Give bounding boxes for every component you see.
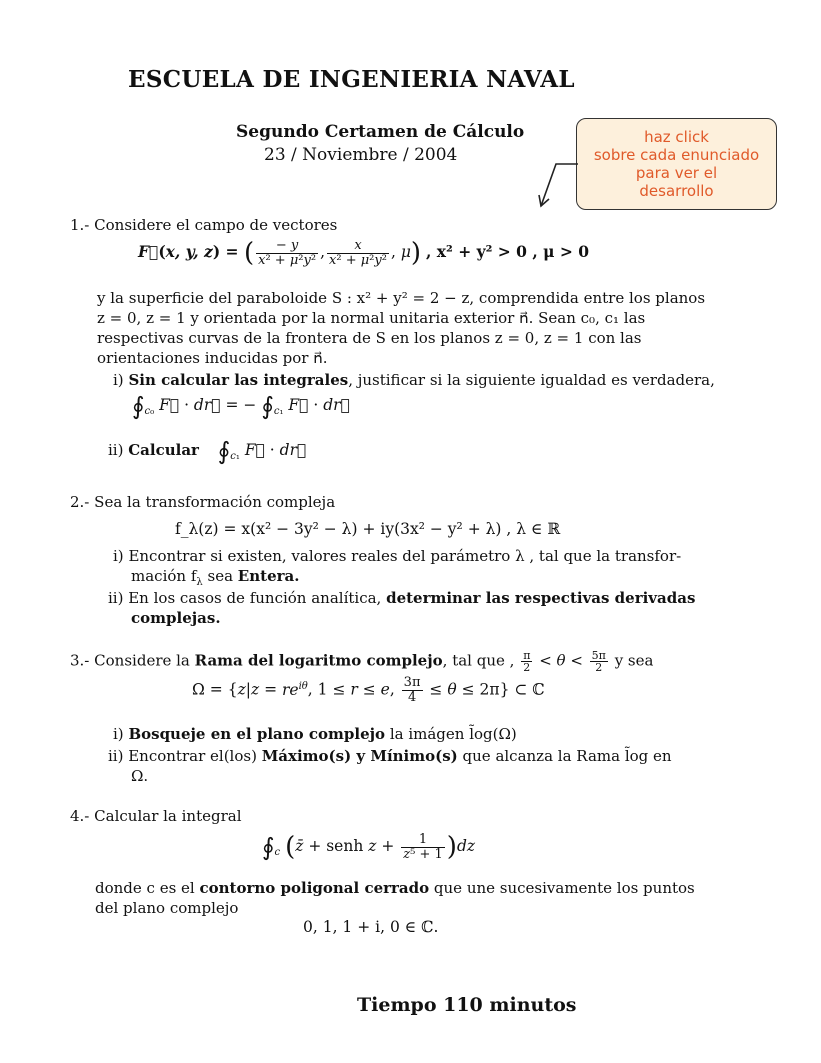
problem-text: y sea [614,651,654,670]
body-line: orientaciones inducidas por n⃗. [97,349,328,367]
problem-4[interactable] [70,806,242,826]
item-text: , justificar si la siguiente igualdad es verdadera, [348,371,715,389]
problem-number: 1.- [70,216,90,234]
item-bold: Sin calcular las integrales [128,371,349,389]
body-text: del plano complejo [95,899,239,917]
item-text: Ω. [131,767,149,785]
problem-1-item-ii [108,437,307,467]
problem-1-body [97,288,705,368]
problem-number: 4.- [70,807,90,825]
document-title: ESCUELA DE INGENIERIA NAVAL [128,66,575,93]
problem-1-item-i [113,370,715,390]
item-text: mación f [131,567,197,585]
exam-name: Segundo Certamen de Cálculo [236,122,525,142]
problem-number: 3.- [70,651,90,670]
body-line: respectivas curvas de la frontera de S en los planos z = 0, z = 1 con las [97,329,642,347]
item-text: que alcanza la Rama l̃og en [457,747,672,765]
item-subscript: λ [196,577,203,588]
polygon-points: 0, 1, 1 + i, 0 ∈ ℂ. [303,918,439,936]
exam-date: 23 / Noviembre / 2004 [264,145,458,165]
item-label: ii) [108,589,124,607]
body-text: que une sucesivamente los puntos [429,879,695,897]
line-integral-equality: $∮_{c_0}$ F⃗ · dr⃗ = − $∮_{c_1}$ F⃗ · dr⃗ [132,392,350,420]
item-bold: Bosqueje en el plano complejo [128,725,386,743]
field-condition: , x² + y² > 0 , μ > 0 [426,242,590,261]
item-bold: Calcular [128,441,199,459]
body-bold: contorno poligonal cerrado [199,879,430,897]
item-bold: Máximo(s) y Mínimo(s) [261,747,458,765]
vector-field-formula: F⃗(x, y, z) = ( $\frac{- y}{\text{x² + μ²y²}}$ , $\frac{x}{\text{x² + μ²y²}}$ , μ) , x² + y² > 0 , μ > 0 [138,237,590,268]
region-omega-formula: $\Omega = \{z|z = re^{i\theta}$, 1 ≤ r ≤ e, $\frac{3\pi}{4}$ ≤ θ ≤ 2π} ⊂ ℂ [192,675,545,705]
problem-2-item-i [113,546,681,593]
problem-1[interactable] [70,215,337,235]
body-text: donde c es el [95,879,200,897]
arrow-down-left-icon [536,150,581,212]
problem-text: Considere la [94,651,195,670]
line-integral-c1: $∮_{c_1}$ F⃗ · dr⃗ [217,437,307,465]
problem-3-item-i [113,724,517,744]
callout-line: haz click [644,128,709,146]
item-label: i) [113,371,124,389]
problem-text: , tal que , [442,651,515,670]
complex-transformation-formula: f_λ(z) = x(x² − 3y² − λ) + iy(3x² − y² + λ) , λ ∈ ℝ [175,520,561,538]
click-hint-callout[interactable] [576,118,777,210]
item-bold: determinar las respectivas derivadas [386,589,696,607]
item-text: Encontrar el(los) [128,747,262,765]
item-text: Encontrar si existen, valores reales del parámetro λ , tal que la transfor- [128,547,682,565]
item-text: la imágen l̃og(Ω) [385,725,517,743]
problem-number: 2.- [70,493,90,511]
problem-4-body [95,878,695,918]
problem-bold: Rama del logaritmo complejo [194,651,443,670]
item-label: i) [113,725,124,743]
body-line: z = 0, z = 1 y orientada por la normal unitaria exterior n⃗. Sean c₀, c₁ las [97,309,646,327]
problem-2-item-ii [108,588,695,628]
callout-line: sobre cada enunciado [593,146,760,164]
callout-line: desarrollo [639,182,714,200]
item-label: ii) [108,441,124,459]
problem-intro: Considere el campo de vectores [94,216,338,234]
item-label: ii) [108,747,124,765]
problem-2[interactable] [70,492,335,512]
time-limit: Tiempo 110 minutos [357,994,577,1016]
problem-intro: Sea la transformación compleja [94,493,336,511]
contour-integral-formula: $∮_c$ (z̄ + senh z + $\frac{1}{\text{z⁵ + 1}}$ )dz [262,831,476,862]
item-text: sea [202,567,238,585]
item-bold: complejas. [131,609,221,627]
item-label: i) [113,547,124,565]
callout-line: para ver el [635,164,718,182]
problem-intro: Calcular la integral [94,807,242,825]
item-bold: Entera. [237,567,300,585]
body-line: y la superficie del paraboloide S : x² + y² = 2 − z, comprendida entre los planos [97,289,706,307]
problem-3[interactable]: 3.- Considere la Rama del logaritmo complejo, tal que , $\frac{\pi}{2}$ < θ < $\frac{5\pi}{2}$ y sea [70,649,654,674]
problem-3-item-ii [108,746,672,786]
item-text: En los casos de función analítica, [128,589,387,607]
